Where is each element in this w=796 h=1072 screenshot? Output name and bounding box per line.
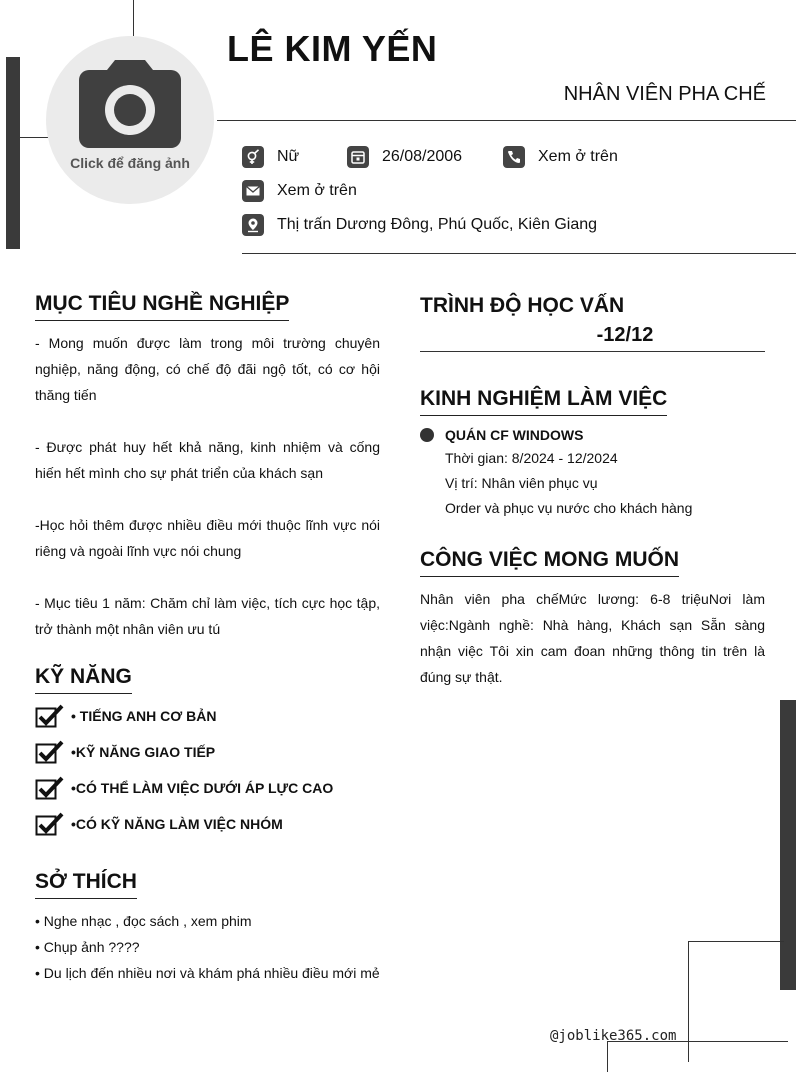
skill-item [35, 812, 283, 836]
divider [420, 351, 765, 352]
decorative-frame [607, 1041, 788, 1072]
desired-job-title: CÔNG VIỆC MONG MUỐN [420, 548, 679, 577]
objective-paragraph: - Mong muốn được làm trong môi trường chuyên nghiệp, năng động, có chế độ đãi ngộ tốt, có cơ hội thăng tiến [35, 335, 380, 403]
avatar-label: Click để đăng ảnh [70, 155, 190, 171]
divider [242, 253, 796, 254]
decorative-bar-left [6, 57, 20, 249]
skill-item [35, 704, 216, 728]
address-value: Thị trấn Dương Đông, Phú Quốc, Kiên Giang [277, 216, 598, 233]
skill-label: •KỸ NĂNG GIAO TIẾP [71, 744, 216, 760]
email-value: Xem ở trên [277, 182, 357, 199]
objective-paragraph: -Học hỏi thêm được nhiều điều mới thuộc lĩnh vực nói riêng và ngoài lĩnh vực nói chung [35, 517, 380, 559]
hobby-item: • Chụp ảnh ???? [35, 939, 140, 955]
objective-paragraph: - Mục tiêu 1 năm: Chăm chỉ làm việc, tích cực học tập, trở thành một nhân viên ưu tú [35, 595, 380, 637]
calendar-icon [347, 146, 369, 168]
skill-label: • TIẾNG ANH CƠ BẢN [71, 708, 217, 724]
experience-position: Vị trí: Nhân viên phục vụ [445, 475, 598, 491]
education-title: TRÌNH ĐỘ HỌC VẤN [420, 294, 625, 317]
timeline-dot [420, 428, 434, 442]
birthday-value: 26/08/2006 [382, 148, 463, 165]
hobby-item: • Nghe nhạc , đọc sách , xem phim [35, 913, 252, 929]
experience-details [445, 446, 692, 521]
phone-icon [503, 146, 525, 168]
decorative-line [133, 0, 134, 36]
checkbox-checked-icon [35, 812, 65, 836]
phone-value: Xem ở trên [538, 148, 618, 165]
location-icon [242, 214, 264, 236]
info-phone [503, 146, 618, 168]
divider [217, 120, 796, 121]
objective-section [35, 330, 380, 642]
gender-icon [242, 146, 264, 168]
info-gender [242, 146, 299, 168]
info-birthday [347, 146, 462, 168]
desired-job-text: Nhân viên pha chếMức lương: 6-8 triệuNơi làm việc:Ngành nghề: Nhà hàng, Khách sạn Sẵn sàng nhận việc Tôi xin cam đoan những thông tin trên là đúng sự thật. [420, 591, 765, 685]
hobby-item: • Du lịch đến nhiều nơi và khám phá nhiều điều mới mẻ [35, 965, 380, 981]
experience-description: Order và phục vụ nước cho khách hàng [445, 500, 693, 516]
gender-value: Nữ [277, 148, 300, 165]
checkbox-checked-icon [35, 740, 65, 764]
camera-icon [79, 60, 181, 148]
hobbies-title: SỞ THÍCH [35, 870, 137, 899]
skill-label: •CÓ KỸ NĂNG LÀM VIỆC NHÓM [71, 816, 283, 832]
experience-time: Thời gian: 8/2024 - 12/2024 [445, 450, 618, 466]
hobbies-list [35, 908, 395, 986]
checkbox-checked-icon [35, 704, 65, 728]
job-title: NHÂN VIÊN PHA CHẾ [563, 83, 766, 105]
candidate-name: LÊ KIM YẾN [227, 28, 438, 69]
decorative-line [20, 137, 48, 138]
objective-title: MỤC TIÊU NGHỀ NGHIỆP [35, 292, 289, 321]
skill-label: •CÓ THỂ LÀM VIỆC DƯỚI ÁP LỰC CAO [71, 780, 334, 796]
education-level: -12/12 [596, 324, 654, 346]
avatar-upload[interactable] [46, 36, 214, 204]
skills-title: KỸ NĂNG [35, 665, 132, 694]
experience-company: QUÁN CF WINDOWS [445, 427, 584, 443]
objective-paragraph: - Được phát huy hết khả năng, kinh nhiệm và cống hiến hết mình cho sự phát triển của khách sạn [35, 439, 380, 481]
email-icon [242, 180, 264, 202]
info-address [242, 214, 597, 236]
info-email [242, 180, 357, 202]
skill-item [35, 776, 333, 800]
watermark: @joblike365.com [550, 1028, 677, 1044]
skill-item [35, 740, 215, 764]
experience-title: KINH NGHIỆM LÀM VIỆC [420, 387, 667, 416]
checkbox-checked-icon [35, 776, 65, 800]
